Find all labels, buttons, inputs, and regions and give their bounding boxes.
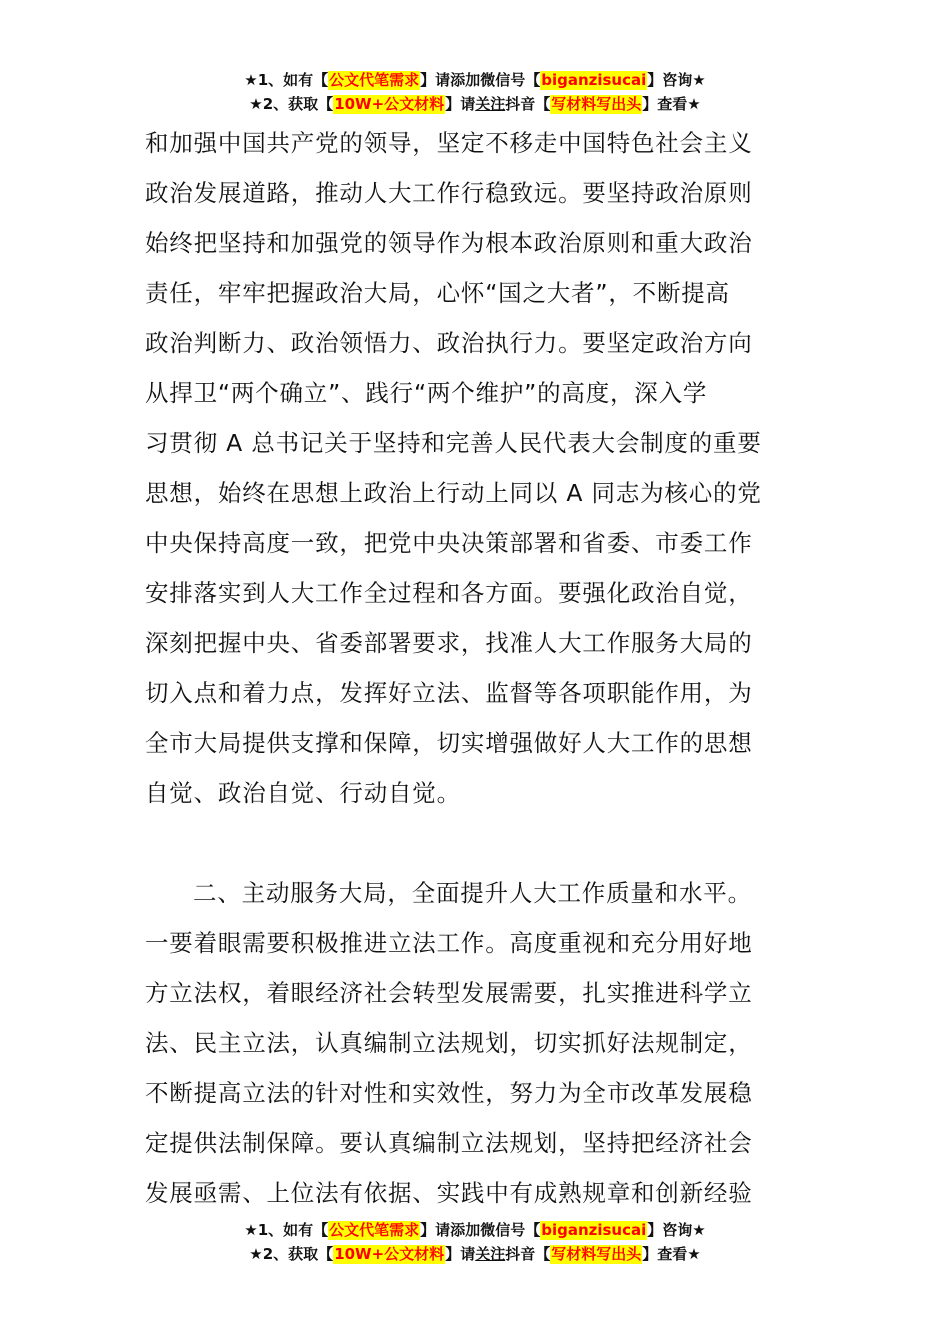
header-highlight-wechat-id: biganzisucai [541, 71, 647, 89]
body-line: 从捍卫“两个确立”、践行“两个维护”的高度，深入学 [145, 379, 708, 407]
header-banner-line-2: ★2、获取【10W+公文材料】请关注抖音【写材料写出头】查看★ [249, 95, 701, 113]
footer-highlight-douyin-account: 写材料写出头 [551, 1245, 642, 1263]
body-line: 切入点和着力点，发挥好立法、监督等各项职能作用，为 [145, 679, 753, 707]
body-line: 法、民主立法，认真编制立法规划，切实抓好法规制定， [145, 1029, 753, 1057]
header-banner-line-1: ★1、如有【公文代笔需求】请添加微信号【biganzisucai】咨询★ [244, 71, 706, 89]
header-banner [0, 68, 950, 116]
footer-banner-line-1: ★1、如有【公文代笔需求】请添加微信号【biganzisucai】咨询★ [244, 1221, 706, 1239]
body-line: 不断提高立法的针对性和实效性，努力为全市改革发展稳 [145, 1079, 753, 1107]
footer-highlight-service: 公文代笔需求 [329, 1221, 420, 1239]
body-line: 全市大局提供支撑和保障，切实增强做好人大工作的思想 [145, 729, 753, 757]
header-highlight-materials: 10W+公文材料 [334, 95, 445, 113]
body-line: 方立法权，着眼经济社会转型发展需要，扎实推进科学立 [145, 979, 753, 1007]
footer-banner-line-2: ★2、获取【10W+公文材料】请关注抖音【写材料写出头】查看★ [249, 1245, 701, 1263]
footer-highlight-wechat-id: biganzisucai [541, 1221, 647, 1239]
body-line: 一要着眼需要积极推进立法工作。高度重视和充分用好地 [145, 929, 753, 957]
footer-highlight-materials: 10W+公文材料 [334, 1245, 445, 1263]
body-line: 责任，牢牢把握政治大局，心怀“国之大者”，不断提高 [145, 279, 730, 307]
body-line: 思想，始终在思想上政治上行动上同以 A 同志为核心的党 [145, 479, 762, 507]
body-line: 习贯彻 A 总书记关于坚持和完善人民代表大会制度的重要 [145, 429, 762, 457]
document-body [145, 118, 809, 1218]
footer-banner [0, 1218, 950, 1266]
body-line: 发展亟需、上位法有依据、实践中有成熟规章和创新经验 [145, 1179, 753, 1207]
body-line: 中央保持高度一致，把党中央决策部署和省委、市委工作 [145, 529, 753, 557]
body-line: 和加强中国共产党的领导，坚定不移走中国特色社会主义 [145, 129, 753, 157]
header-highlight-service: 公文代笔需求 [329, 71, 420, 89]
paragraph-gap [145, 818, 809, 868]
body-line: 定提供法制保障。要认真编制立法规划，坚持把经济社会 [145, 1129, 753, 1157]
body-line: 政治判断力、政治领悟力、政治执行力。要坚定政治方向 [145, 329, 753, 357]
body-line: 安排落实到人大工作全过程和各方面。要强化政治自觉， [145, 579, 753, 607]
body-line: 政治发展道路，推动人大工作行稳致远。要坚持政治原则 [145, 179, 753, 207]
body-line: 始终把坚持和加强党的领导作为根本政治原则和重大政治 [145, 229, 753, 257]
body-line: 深刻把握中央、省委部署要求，找准人大工作服务大局的 [145, 629, 753, 657]
header-highlight-douyin-account: 写材料写出头 [551, 95, 642, 113]
section-heading: 二、主动服务大局，全面提升人大工作质量和水平。 [193, 879, 752, 907]
body-line: 自觉、政治自觉、行动自觉。 [145, 779, 461, 807]
